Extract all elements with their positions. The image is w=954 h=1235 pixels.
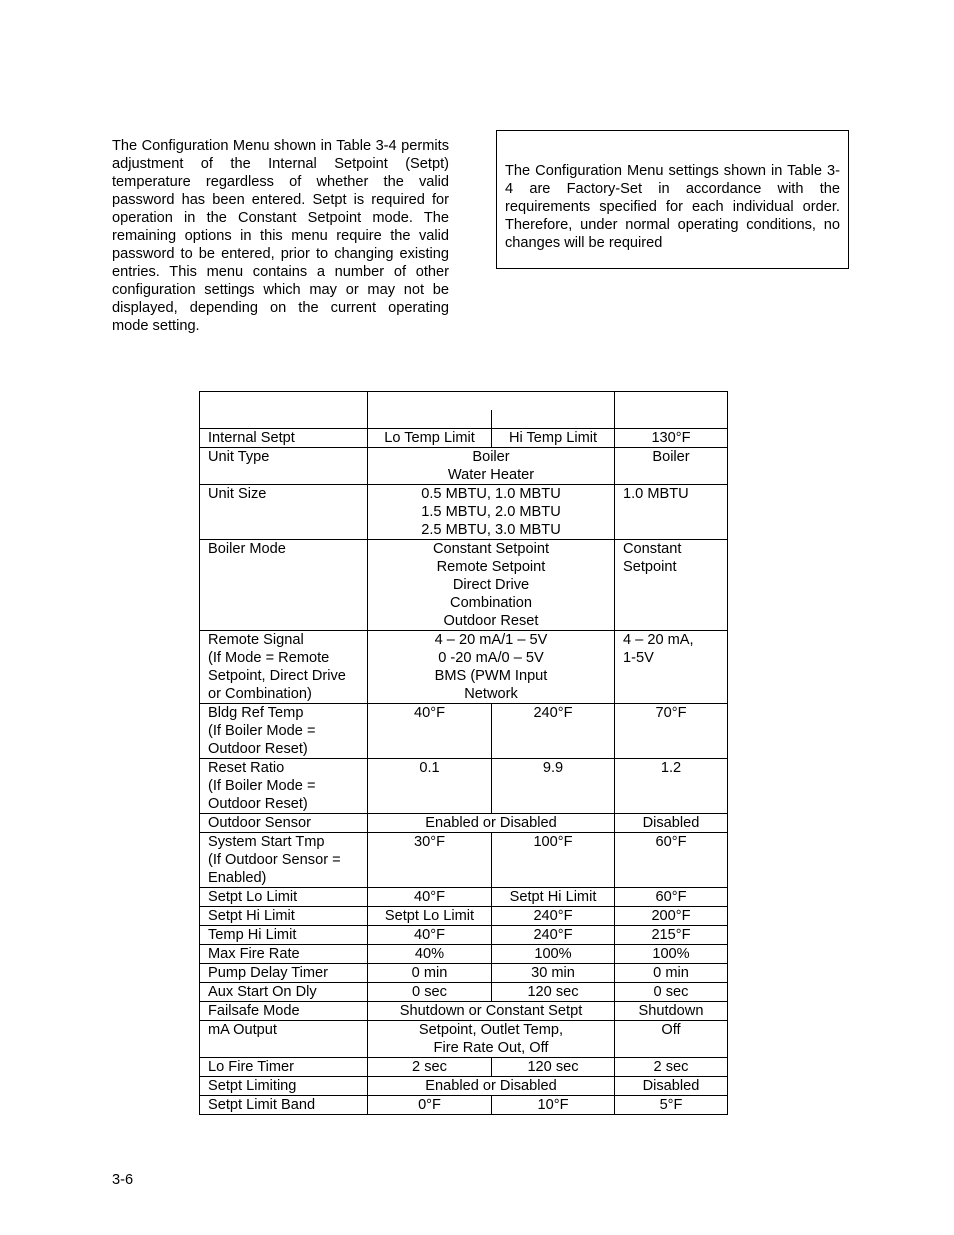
cell-minimum: 40°F [368,888,492,907]
cell-default: 4 – 20 mA, 1-5V [615,631,728,704]
cell-maximum: 120 sec [492,983,615,1002]
cell-menu-item: Temp Hi Limit [200,926,368,945]
cell-default: Constant Setpoint [615,540,728,631]
cell-minimum: 0.1 [368,759,492,814]
table-row [200,485,728,540]
cell-range-options: Constant Setpoint Remote Setpoint Direct Drive Combination Outdoor Reset [368,540,615,631]
cell-range-options: Enabled or Disabled [368,814,615,833]
table-row [200,945,728,964]
configuration-menu-table [199,391,728,1115]
cell-minimum: 30°F [368,833,492,888]
cell-menu-item: Lo Fire Timer [200,1058,368,1077]
table-row [200,429,728,448]
table-row [200,888,728,907]
note-text: The Configuration Menu settings shown in Table 3-4 are Factory-Set in accordance with the requirements specified for each individual order. Therefore, under normal operating conditions, no changes will be required [505,163,840,251]
table-row [200,704,728,759]
cell-menu-item: Pump Delay Timer [200,964,368,983]
cell-range-options: 0.5 MBTU, 1.0 MBTU 1.5 MBTU, 2.0 MBTU 2.5 MBTU, 3.0 MBTU [368,485,615,540]
cell-maximum: 240°F [492,704,615,759]
cell-minimum: 40°F [368,926,492,945]
table-row [200,1096,728,1115]
cell-default: 60°F [615,888,728,907]
intro-paragraph: The Configuration Menu shown in Table 3-4 permits adjustment of the Internal Setpoint (Setpt) temperature regardless of whether the valid password has been entered. Setpt is required for operation in the Constant Setpoint mode. The remaining options in this menu require the valid password to be entered, prior to changing existing entries. This menu contains a number of other configuration settings which may or may not be displayed, depending on the current operating mode setting. [112,138,449,334]
cell-menu-item: Setpt Lo Limit [200,888,368,907]
cell-menu-item: Unit Type [200,448,368,485]
cell-default: Off [615,1021,728,1058]
cell-maximum: 100°F [492,833,615,888]
cell-range-options: 4 – 20 mA/1 – 5V 0 -20 mA/0 – 5V BMS (PWM Input Network [368,631,615,704]
cell-menu-item: Boiler Mode [200,540,368,631]
cell-menu-item: Unit Size [200,485,368,540]
table-header-row [200,392,728,429]
cell-default: 70°F [615,704,728,759]
cell-minimum: Lo Temp Limit [368,429,492,448]
cell-maximum: Hi Temp Limit [492,429,615,448]
header-cell-range [368,392,615,429]
cell-minimum: 0 min [368,964,492,983]
cell-menu-item: Internal Setpt [200,429,368,448]
table-row [200,833,728,888]
cell-default: 1.0 MBTU [615,485,728,540]
cell-default: 200°F [615,907,728,926]
cell-default: 2 sec [615,1058,728,1077]
cell-minimum: 0°F [368,1096,492,1115]
table-row [200,983,728,1002]
page-number: 3-6 [112,1172,134,1188]
table-row [200,540,728,631]
header-cell-default [615,392,728,429]
cell-menu-item: Setpt Limiting [200,1077,368,1096]
table-row [200,926,728,945]
cell-menu-item: Outdoor Sensor [200,814,368,833]
cell-menu-item: Failsafe Mode [200,1002,368,1021]
cell-minimum: 40% [368,945,492,964]
cell-menu-item: System Start Tmp (If Outdoor Sensor = Enabled) [200,833,368,888]
cell-default: Disabled [615,814,728,833]
cell-default: 1.2 [615,759,728,814]
table-row [200,631,728,704]
table-row [200,448,728,485]
table-row [200,907,728,926]
cell-menu-item: Bldg Ref Temp (If Boiler Mode = Outdoor Reset) [200,704,368,759]
cell-minimum: 40°F [368,704,492,759]
table-row [200,759,728,814]
cell-default: 0 sec [615,983,728,1002]
cell-maximum: Setpt Hi Limit [492,888,615,907]
cell-default: 5°F [615,1096,728,1115]
cell-default: Shutdown [615,1002,728,1021]
cell-range-options: Enabled or Disabled [368,1077,615,1096]
note-box [496,130,849,269]
cell-default: Disabled [615,1077,728,1096]
cell-menu-item: mA Output [200,1021,368,1058]
cell-range-options: Boiler Water Heater [368,448,615,485]
cell-menu-item: Remote Signal (If Mode = Remote Setpoint, Direct Drive or Combination) [200,631,368,704]
cell-menu-item: Setpt Hi Limit [200,907,368,926]
cell-range-options: Shutdown or Constant Setpt [368,1002,615,1021]
table-row [200,1077,728,1096]
cell-minimum: 2 sec [368,1058,492,1077]
table-row [200,964,728,983]
cell-menu-item: Aux Start On Dly [200,983,368,1002]
cell-maximum: 100% [492,945,615,964]
cell-maximum: 10°F [492,1096,615,1115]
table-row [200,1002,728,1021]
table-row [200,1058,728,1077]
table-row [200,1021,728,1058]
cell-maximum: 120 sec [492,1058,615,1077]
cell-default: 60°F [615,833,728,888]
cell-maximum: 240°F [492,926,615,945]
cell-default: 0 min [615,964,728,983]
header-cell-menu-item [200,392,368,429]
cell-default: 215°F [615,926,728,945]
cell-maximum: 9.9 [492,759,615,814]
cell-maximum: 30 min [492,964,615,983]
cell-maximum: 240°F [492,907,615,926]
cell-menu-item: Max Fire Rate [200,945,368,964]
cell-range-options: Setpoint, Outlet Temp, Fire Rate Out, Off [368,1021,615,1058]
cell-default: 100% [615,945,728,964]
cell-menu-item: Setpt Limit Band [200,1096,368,1115]
cell-default: 130°F [615,429,728,448]
cell-default: Boiler [615,448,728,485]
cell-minimum: 0 sec [368,983,492,1002]
table-row [200,814,728,833]
cell-menu-item: Reset Ratio (If Boiler Mode = Outdoor Reset) [200,759,368,814]
cell-minimum: Setpt Lo Limit [368,907,492,926]
